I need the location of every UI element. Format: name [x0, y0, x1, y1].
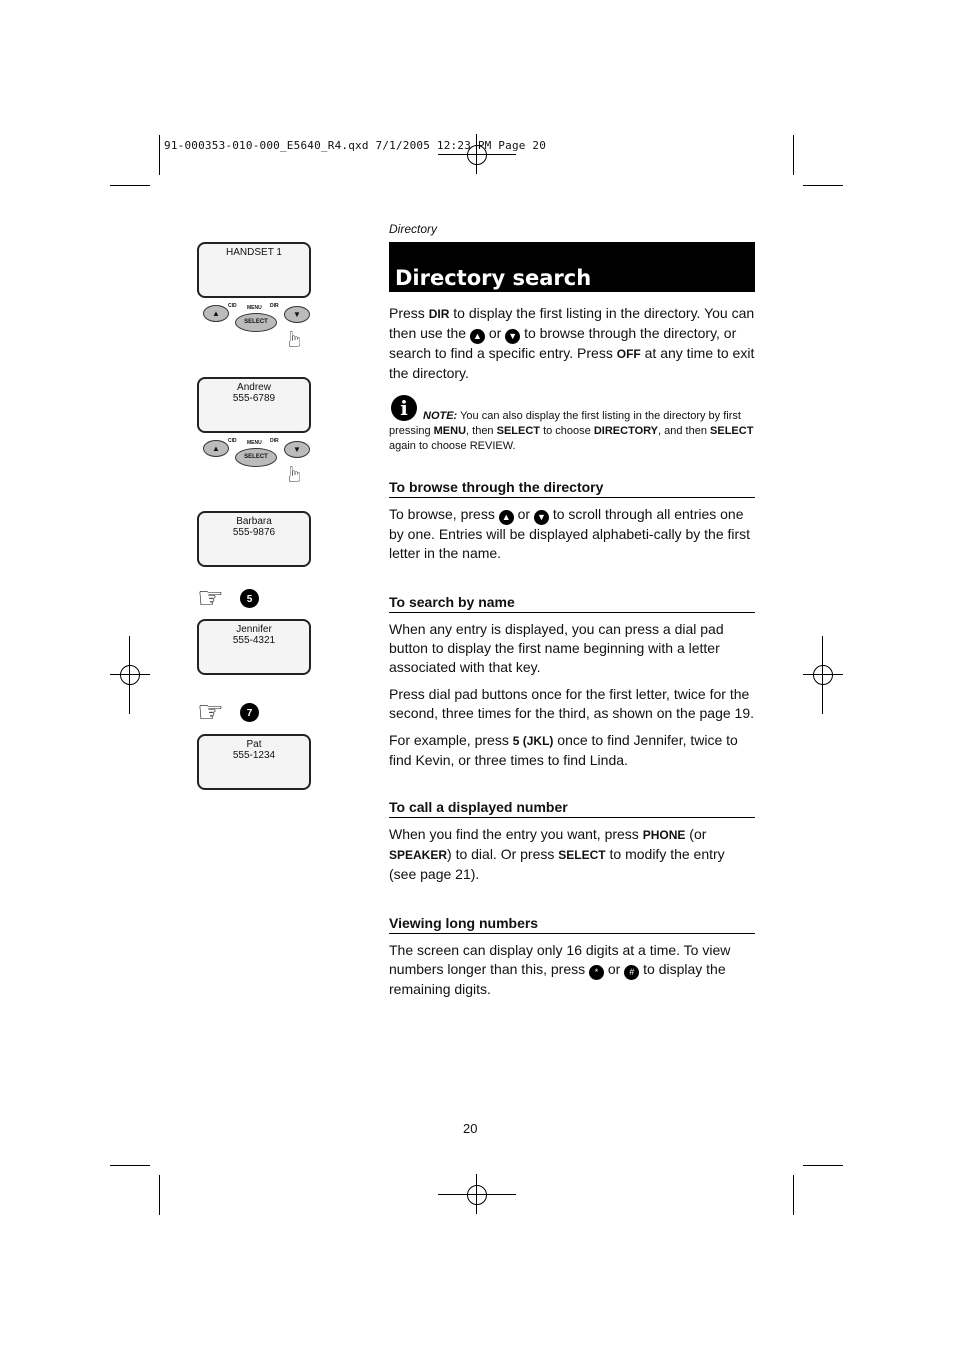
dial-key-5-icon: 5 JKL — [240, 589, 259, 608]
registration-line — [438, 1194, 516, 1195]
heading-browse: To browse through the directory — [389, 478, 755, 498]
registration-line — [803, 674, 843, 675]
registration-line — [110, 674, 150, 675]
down-arrow-icon: ▼ — [505, 329, 520, 344]
call-paragraph: When you find the entry you want, press PHONE (or SPEAKER) to dial. Or press SELECT to modify the entry (see page 21). — [389, 826, 725, 882]
main-column — [389, 304, 755, 999]
handset-screen: Barbara 555-9876 — [197, 511, 311, 567]
file-slug: 91-000353-010-000_E5640_R4.qxd 7/1/2005 12:23 PM Page 20 — [164, 139, 547, 152]
handset-screen: Jennifer 555-4321 — [197, 619, 311, 675]
crop-mark — [159, 135, 160, 175]
dial-key-7-icon: 7 PQRS — [240, 703, 259, 722]
registration-line — [476, 1174, 477, 1214]
up-key-icon: ▲ — [203, 440, 229, 457]
pointing-hand-icon: ☞ — [197, 581, 224, 616]
registration-mark — [813, 665, 833, 685]
crop-mark — [793, 135, 794, 175]
handset-keys: ▲ CID MENU DIR SELECT ▼ ☞ — [200, 435, 315, 493]
registration-line — [129, 636, 130, 714]
long-numbers-paragraph: The screen can display only 16 digits at a time. To view numbers longer than this, press * or # to display the remaining digits. — [389, 942, 731, 997]
browse-paragraph: To browse, press ▲ or ▼ to scroll through all entries one by one. Entries will be displayed alphabeti-cally by the first letter in the name. — [389, 506, 751, 561]
hash-key-icon: # — [624, 965, 639, 980]
pointing-hand-icon: ☞ — [197, 695, 224, 730]
down-key-icon: ▼ — [284, 441, 310, 458]
crop-mark — [159, 1175, 160, 1215]
registration-line — [822, 636, 823, 714]
crop-mark — [110, 1165, 150, 1166]
up-arrow-icon: ▲ — [499, 510, 514, 525]
info-icon: i — [391, 395, 417, 421]
select-key-icon: SELECT — [235, 448, 277, 467]
title-banner — [389, 242, 755, 292]
registration-line — [438, 154, 516, 155]
section-tag: Directory — [389, 222, 438, 236]
up-arrow-icon: ▲ — [470, 329, 485, 344]
handset-screen: Pat 555-1234 — [197, 734, 311, 790]
intro-paragraph: Press DIR to display the first listing in the directory. You can then use the ▲ or ▼ to browse through the directory, or search to find a specific entry. Press OFF at any time to exit the directory. — [389, 305, 755, 381]
heading-long-numbers: Viewing long numbers — [389, 914, 755, 934]
pointing-hand-icon: ☞ — [282, 464, 308, 484]
down-key-icon: ▼ — [284, 306, 310, 323]
up-key-icon: ▲ — [203, 305, 229, 322]
search-paragraphs: When any entry is displayed, you can press a dial pad button to display the first name beginning with a letter associated with that key. Press dial pad buttons once for the first letter, twice for the second, three times for the third, as shown on the page 19. For example, press 5 (JKL) once to find Jennifer, twice to find Kevin, or three times to find Linda. — [389, 621, 754, 768]
registration-mark — [467, 1185, 487, 1205]
pointing-hand-icon: ☞ — [282, 329, 308, 349]
handset-keys: ▲ CID MENU DIR SELECT ▼ ☞ — [200, 300, 315, 358]
heading-search: To search by name — [389, 593, 755, 613]
crop-mark — [803, 185, 843, 186]
registration-mark — [120, 665, 140, 685]
handset-screen: Andrew 555-6789 — [197, 377, 311, 433]
crop-mark — [110, 185, 150, 186]
page-number: 20 — [463, 1121, 478, 1136]
note-text: i NOTE: You can also display the first listing in the directory by first pressing MENU, then SELECT to choose DIRECTORY, and then SELECT again to choose REVIEW. — [389, 396, 754, 452]
select-key-icon: SELECT — [235, 313, 277, 332]
page-title: Directory search — [395, 266, 592, 290]
down-arrow-icon: ▼ — [534, 510, 549, 525]
crop-mark — [793, 1175, 794, 1215]
handset-screen: HANDSET 1 — [197, 242, 311, 298]
crop-mark — [803, 1165, 843, 1166]
star-key-icon: * — [589, 965, 604, 980]
heading-call: To call a displayed number — [389, 798, 755, 818]
